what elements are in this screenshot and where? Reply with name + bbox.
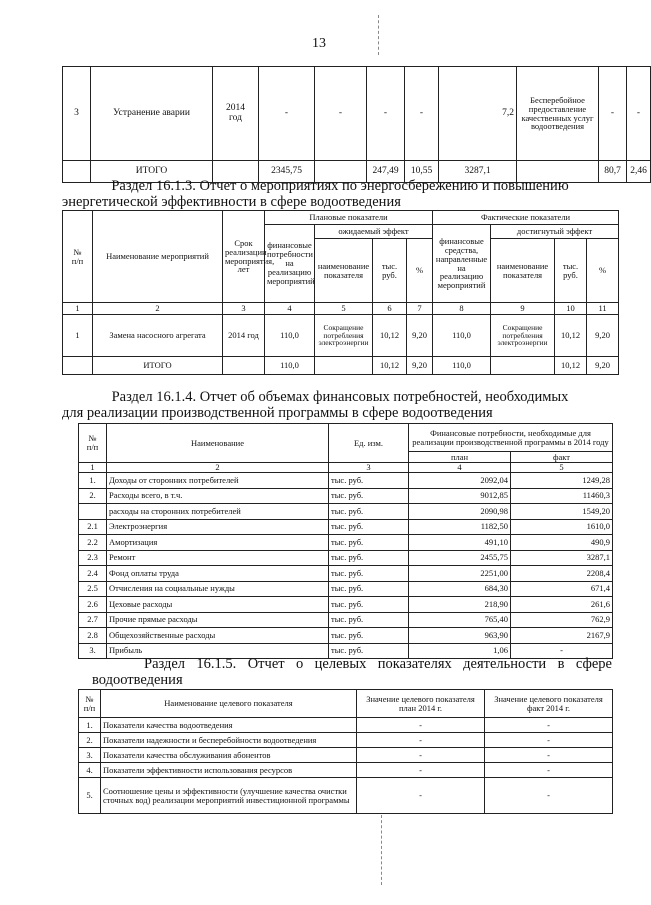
header-expected: ожидаемый эффект bbox=[315, 225, 433, 239]
item-name: Цеховые расходы bbox=[107, 597, 329, 613]
cell bbox=[223, 357, 265, 375]
item-name: расходы на сторонних потребителей bbox=[107, 504, 329, 520]
cell: 10,12 bbox=[373, 315, 407, 357]
indicator-name: Показатели качества водоотведения bbox=[101, 718, 357, 733]
cell: 9,20 bbox=[407, 357, 433, 375]
col-num: 1 bbox=[79, 463, 107, 473]
total-label: ИТОГО bbox=[93, 357, 223, 375]
unit: тыс. руб. bbox=[329, 504, 409, 520]
fold-line-bottom bbox=[381, 815, 382, 885]
header-name: Наименование bbox=[107, 424, 329, 463]
col-num: 4 bbox=[265, 303, 315, 315]
unit: тыс. руб. bbox=[329, 597, 409, 613]
item-name: Расходы всего, в т.ч. bbox=[107, 488, 329, 504]
table-row bbox=[79, 488, 613, 504]
plan-value: 2092,04 bbox=[409, 473, 511, 489]
row-number: 2.4 bbox=[79, 566, 107, 582]
row-number bbox=[63, 357, 93, 375]
col-num: 8 bbox=[433, 303, 491, 315]
header-name: Наименование целевого показателя bbox=[101, 690, 357, 718]
fact-value: 671,4 bbox=[511, 581, 613, 597]
col-num: 2 bbox=[93, 303, 223, 315]
cell: 2,46 bbox=[627, 161, 651, 183]
cell: 110,0 bbox=[265, 315, 315, 357]
cell: 10,12 bbox=[555, 315, 587, 357]
col-num: 6 bbox=[373, 303, 407, 315]
header-row bbox=[79, 424, 613, 452]
item-name: Общехозяйственные расходы bbox=[107, 628, 329, 644]
header-pct: % bbox=[587, 239, 619, 303]
measure-year: 2014 год bbox=[213, 67, 259, 161]
plan-value: 684,30 bbox=[409, 581, 511, 597]
plan-value: 218,90 bbox=[409, 597, 511, 613]
row-number: 5. bbox=[79, 778, 101, 814]
cell: 110,0 bbox=[433, 315, 491, 357]
table-row bbox=[79, 778, 613, 814]
unit: тыс. руб. bbox=[329, 519, 409, 535]
table-row bbox=[79, 504, 613, 520]
row-number: 2.8 bbox=[79, 628, 107, 644]
cell: 10,12 bbox=[373, 357, 407, 375]
table-row bbox=[79, 612, 613, 628]
header-plan: план bbox=[409, 452, 511, 463]
energy-saving-table bbox=[62, 210, 619, 375]
fact-value: 1249,28 bbox=[511, 473, 613, 489]
fact-value: - bbox=[485, 733, 613, 748]
row-number: 2.5 bbox=[79, 581, 107, 597]
col-num: 5 bbox=[511, 463, 613, 473]
unit: тыс. руб. bbox=[329, 643, 409, 659]
plan-value: 2251,00 bbox=[409, 566, 511, 582]
section-title-line: Раздел 16.1.3. Отчет о мероприятиях по энергосбережению и повышению bbox=[111, 178, 569, 194]
cell: 9,20 bbox=[587, 357, 619, 375]
fact-value: 1610,0 bbox=[511, 519, 613, 535]
table-row bbox=[79, 519, 613, 535]
col-num: 1 bbox=[63, 303, 93, 315]
unit: тыс. руб. bbox=[329, 550, 409, 566]
header-num: № п/п bbox=[79, 424, 107, 463]
item-name: Отчисления на социальные нужды bbox=[107, 581, 329, 597]
fold-line-top bbox=[378, 15, 379, 55]
plan-value: 963,90 bbox=[409, 628, 511, 644]
table-row bbox=[63, 67, 651, 161]
unit: тыс. руб. bbox=[329, 566, 409, 582]
item-name: Прибыль bbox=[107, 643, 329, 659]
measure-term: 2014 год bbox=[223, 315, 265, 357]
header-fact: Фактические показатели bbox=[433, 211, 619, 225]
cell: 10,55 bbox=[405, 161, 439, 183]
header-fact: факт bbox=[511, 452, 613, 463]
plan-value: - bbox=[357, 718, 485, 733]
cell: 9,20 bbox=[407, 315, 433, 357]
column-number-row bbox=[79, 463, 613, 473]
measure-name: Замена насосного агрегата bbox=[93, 315, 223, 357]
plan-value: - bbox=[357, 748, 485, 763]
header-indicator: наименование показателя bbox=[491, 239, 555, 303]
cell: - bbox=[367, 67, 405, 161]
fact-value: - bbox=[485, 763, 613, 778]
table-row bbox=[79, 748, 613, 763]
fact-value: - bbox=[511, 643, 613, 659]
header-plan: Плановые показатели bbox=[265, 211, 433, 225]
header-fact: Значение целевого показателя факт 2014 г. bbox=[485, 690, 613, 718]
cell: - bbox=[599, 67, 627, 161]
item-name: Доходы от сторонних потребителей bbox=[107, 473, 329, 489]
cell: 3287,1 bbox=[439, 161, 517, 183]
total-label: ИТОГО bbox=[91, 161, 213, 183]
fact-value: 490,9 bbox=[511, 535, 613, 551]
row-number: 2. bbox=[79, 488, 107, 504]
section-16-1-3-title bbox=[62, 178, 618, 210]
unit: тыс. руб. bbox=[329, 581, 409, 597]
cell: 80,7 bbox=[599, 161, 627, 183]
indicator-name: Показатели надежности и бесперебойности водоотведения bbox=[101, 733, 357, 748]
section-title-line: водоотведения bbox=[92, 672, 183, 688]
table-row bbox=[79, 581, 613, 597]
header-indicator: наименование показателя bbox=[315, 239, 373, 303]
cell: 110,0 bbox=[265, 357, 315, 375]
col-num: 3 bbox=[223, 303, 265, 315]
column-number-row bbox=[63, 303, 619, 315]
section-16-1-4-title bbox=[62, 389, 618, 421]
section-title-line: энергетической эффективности в сфере водоотведения bbox=[62, 194, 401, 210]
fact-value: - bbox=[485, 718, 613, 733]
header-fin-plan: финансовые потребности на реализацию мероприятий bbox=[265, 225, 315, 303]
fact-value: 2167,9 bbox=[511, 628, 613, 644]
table-row bbox=[79, 473, 613, 489]
header-row bbox=[63, 211, 619, 225]
item-name: Прочие прямые расходы bbox=[107, 612, 329, 628]
measure-name: Устранение аварии bbox=[91, 67, 213, 161]
indicator-name: Показатели качества обслуживания абонентов bbox=[101, 748, 357, 763]
fact-value: 261,6 bbox=[511, 597, 613, 613]
plan-value: 1,06 bbox=[409, 643, 511, 659]
measures-table-continued bbox=[62, 66, 651, 183]
section-16-1-5-title bbox=[92, 656, 612, 688]
cell: 2345,75 bbox=[259, 161, 315, 183]
fact-value: - bbox=[485, 778, 613, 814]
cell bbox=[491, 357, 555, 375]
row-number: 4. bbox=[79, 763, 101, 778]
row-number: 2.3 bbox=[79, 550, 107, 566]
fact-value: 11460,3 bbox=[511, 488, 613, 504]
item-name: Амортизация bbox=[107, 535, 329, 551]
table-row bbox=[79, 550, 613, 566]
fact-value: 2208,4 bbox=[511, 566, 613, 582]
fact-value: - bbox=[485, 748, 613, 763]
header-row bbox=[79, 690, 613, 718]
header-num: № п/п bbox=[79, 690, 101, 718]
financial-needs-rows bbox=[79, 473, 613, 659]
col-num: 5 bbox=[315, 303, 373, 315]
row-number: 1. bbox=[79, 473, 107, 489]
row-number: 2.1 bbox=[79, 519, 107, 535]
cell: 10,12 bbox=[555, 357, 587, 375]
fact-value: 3287,1 bbox=[511, 550, 613, 566]
header-ths: тыс. руб. bbox=[555, 239, 587, 303]
header-name: Наименование мероприятий bbox=[93, 211, 223, 303]
header-plan: Значение целевого показателя план 2014 г. bbox=[357, 690, 485, 718]
col-num: 11 bbox=[587, 303, 619, 315]
header-num: № п/п bbox=[63, 211, 93, 303]
header-pct: % bbox=[407, 239, 433, 303]
col-num: 3 bbox=[329, 463, 409, 473]
cell: 247,49 bbox=[367, 161, 405, 183]
unit: тыс. руб. bbox=[329, 535, 409, 551]
row-number: 3. bbox=[79, 748, 101, 763]
header-fin-fact: финансовые средства, направленные на реализацию мероприятий bbox=[433, 225, 491, 303]
header-ths: тыс. руб. bbox=[373, 239, 407, 303]
unit: тыс. руб. bbox=[329, 612, 409, 628]
plan-value: - bbox=[357, 778, 485, 814]
header-fin-needs: Финансовые потребности, необходимые для реализации производственной программы в 2014 году bbox=[409, 424, 613, 452]
section-title-line: Раздел 16.1.5. Отчет о целевых показателях деятельности в сфере bbox=[144, 656, 612, 672]
section-title-line: для реализации производственной программы в сфере водоотведения bbox=[62, 405, 493, 421]
col-num: 2 bbox=[107, 463, 329, 473]
plan-value: 765,40 bbox=[409, 612, 511, 628]
plan-value: 9012,85 bbox=[409, 488, 511, 504]
row-number: 2.6 bbox=[79, 597, 107, 613]
cell: - bbox=[315, 67, 367, 161]
cell: - bbox=[259, 67, 315, 161]
effect-description: Бесперебойное предоставление качественных услуг водоотведения bbox=[517, 67, 599, 161]
page-number: 13 bbox=[312, 36, 326, 51]
col-num: 10 bbox=[555, 303, 587, 315]
indicator-name: Показатели эффективности использования ресурсов bbox=[101, 763, 357, 778]
financial-needs-table bbox=[78, 423, 613, 659]
table-row bbox=[79, 733, 613, 748]
row-number: 3 bbox=[63, 67, 91, 161]
item-name: Электроэнергия bbox=[107, 519, 329, 535]
unit: тыс. руб. bbox=[329, 473, 409, 489]
row-number: 3. bbox=[79, 643, 107, 659]
table-row bbox=[63, 315, 619, 357]
cell bbox=[315, 357, 373, 375]
effect-name: Сокращение потребления электроэнергии bbox=[315, 315, 373, 357]
table-row bbox=[79, 535, 613, 551]
section-title-line: Раздел 16.1.4. Отчет об объемах финансовых потребностей, необходимых bbox=[111, 389, 569, 405]
cell: - bbox=[405, 67, 439, 161]
item-name: Ремонт bbox=[107, 550, 329, 566]
item-name: Фонд оплаты труда bbox=[107, 566, 329, 582]
table-row bbox=[79, 718, 613, 733]
cell: - bbox=[627, 67, 651, 161]
fact-value: 1549,20 bbox=[511, 504, 613, 520]
col-num: 4 bbox=[409, 463, 511, 473]
col-num: 7 bbox=[407, 303, 433, 315]
col-num: 9 bbox=[491, 303, 555, 315]
target-indicator-rows bbox=[79, 718, 613, 814]
target-indicators-table bbox=[78, 689, 613, 814]
table-row bbox=[79, 597, 613, 613]
header-term: Срок реализации мероприятия, лет bbox=[223, 211, 265, 303]
table-row bbox=[79, 628, 613, 644]
indicator-name: Соотношение цены и эффективности (улучшение качества очистки сточных вод) реализации мероприятий инвестиционной программы bbox=[101, 778, 357, 814]
unit: тыс. руб. bbox=[329, 488, 409, 504]
row-number: 2.2 bbox=[79, 535, 107, 551]
row-number bbox=[79, 504, 107, 520]
row-number: 2.7 bbox=[79, 612, 107, 628]
cell: 7,2 bbox=[439, 67, 517, 161]
plan-value: 491,10 bbox=[409, 535, 511, 551]
plan-value: 1182,50 bbox=[409, 519, 511, 535]
effect-name: Сокращение потребления электроэнергии bbox=[491, 315, 555, 357]
plan-value: - bbox=[357, 763, 485, 778]
row-number: 2. bbox=[79, 733, 101, 748]
header-achieved: достигнутый эффект bbox=[491, 225, 619, 239]
plan-value: 2090,98 bbox=[409, 504, 511, 520]
total-row bbox=[63, 357, 619, 375]
table-row bbox=[79, 763, 613, 778]
cell: 110,0 bbox=[433, 357, 491, 375]
unit: тыс. руб. bbox=[329, 628, 409, 644]
fact-value: 762,9 bbox=[511, 612, 613, 628]
cell: 9,20 bbox=[587, 315, 619, 357]
plan-value: 2455,75 bbox=[409, 550, 511, 566]
row-number: 1. bbox=[79, 718, 101, 733]
header-unit: Ед. изм. bbox=[329, 424, 409, 463]
plan-value: - bbox=[357, 733, 485, 748]
row-number: 1 bbox=[63, 315, 93, 357]
table-row bbox=[79, 566, 613, 582]
